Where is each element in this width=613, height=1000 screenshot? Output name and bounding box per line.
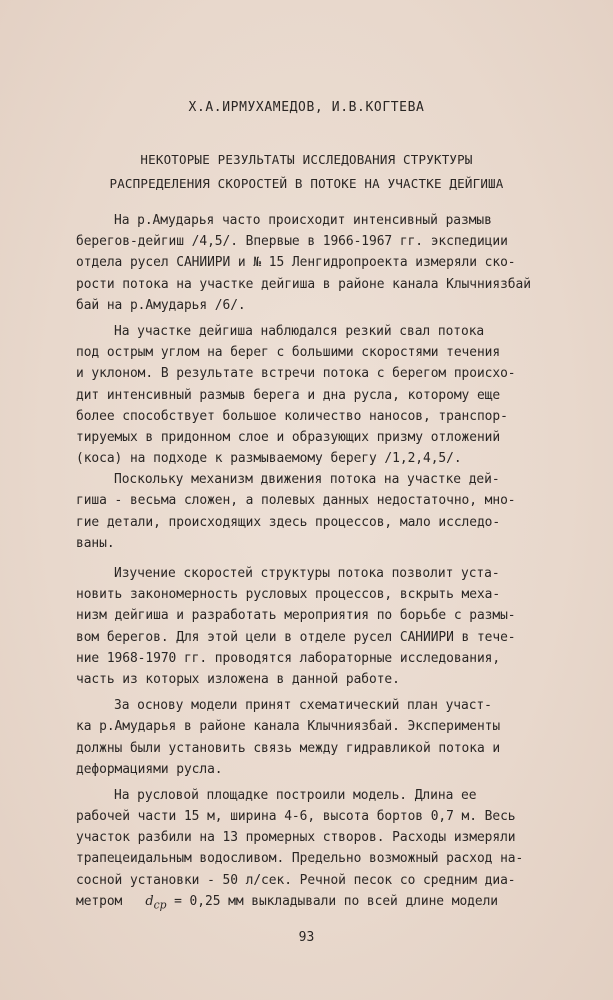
text-line: (коса) на подходе к размываемому берегу /1,2,4,5/. [76,451,462,467]
text-line: участок разбили на 13 промерных створов. Расходы измеряли [76,830,516,846]
text-line: гие детали, происходящих здесь процессов, мало исследо- [76,514,501,530]
text-line: новить закономерность русловых процессов, вскрыть меха- [76,587,501,603]
text-line: гиша - весьма сложен, а полевых данных недостаточно, мно- [76,493,516,509]
article-title [0,148,613,196]
symbol-d: d [145,893,154,909]
text-line: Поскольку механизм движения потока на участке дей- [114,472,500,488]
text-line: берегов-дейгиш /4,5/. Впервые в 1966-1967 гг. экспедиции [76,234,508,250]
text-line: должны были установить связь между гидравликой потока и [76,740,501,756]
text-line: Изучение скоростей структуры потока позволит уста- [114,566,500,581]
authors: Х.А.ИРМУХАМЕДОВ, И.В.КОГТЕВА [188,100,425,115]
text-line: ние 1968-1970 гг. проводятся лабораторные исследования, [76,650,501,666]
text-line: рости потока на участке дейгиша в районе канала Клычниязбай [76,276,531,292]
diameter-symbol [145,893,167,912]
text-line: и уклоном. В результате встречи потока с берегом происхо- [76,366,516,382]
text-line: дит интенсивный размыв берега и дна русла, которому еще [76,387,501,403]
text-line: под острым углом на берег с большими скоростями течения [76,345,501,361]
text-line: трапецеидальным водосливом. Предельно возможный расход на- [76,851,524,867]
text-line: отдела русел САНИИРИ и № 15 Ленгидропроекта измеряли ско- [76,255,516,271]
title-line: РАСПРЕДЕЛЕНИЯ СКОРОСТЕЙ В ПОТОКЕ НА УЧАСТКЕ ДЕЙГИША [109,176,504,191]
text-line-with-formula [76,891,566,912]
text-fragment: = 0,25 мм выкладывали по всей длине модели [174,893,498,909]
text-line: ваны. [76,535,115,551]
article-body [76,210,566,912]
text-line: вом берегов. Для этой цели в отделе русел САНИИРИ в тече- [76,629,516,645]
text-line: бай на р.Амударья /6/. [76,297,246,313]
text-fragment: метром [76,893,123,909]
page-number: 93 [298,930,315,945]
text-line: На р.Амударья часто происходит интенсивный размыв [114,213,492,228]
text-line: низм дейгиша и разработать мероприятия по борьбе с размы- [76,608,516,624]
text-line: рабочей части 15 м, ширина 4-6, высота бортов 0,7 м. Весь [76,809,516,825]
text-line: ка р.Амударья в районе канала Клычниязбай. Эксперименты [76,719,501,735]
text-line: сосной установки - 50 л/сек. Речной песок со средним диа- [76,872,516,888]
text-line: За основу модели принят схематический план участ- [114,698,492,714]
text-line: На участке дейгиша наблюдался резкий свал потока [114,323,485,339]
text-line: На русловой площадке построили модель. Длина ее [114,787,477,803]
text-line: часть из которых изложена в данной работе. [76,671,400,687]
text-line: тируемых в придонном слое и образующих призму отложений [76,429,501,445]
title-line: НЕКОТОРЫЕ РЕЗУЛЬТАТЫ ИССЛЕДОВАНИЯ СТРУКТУРЫ [140,152,473,167]
symbol-subscript: ср [153,898,167,912]
text-line: более способствует большое количество наносов, транспор- [76,408,508,424]
text-line: деформациями русла. [76,761,223,777]
